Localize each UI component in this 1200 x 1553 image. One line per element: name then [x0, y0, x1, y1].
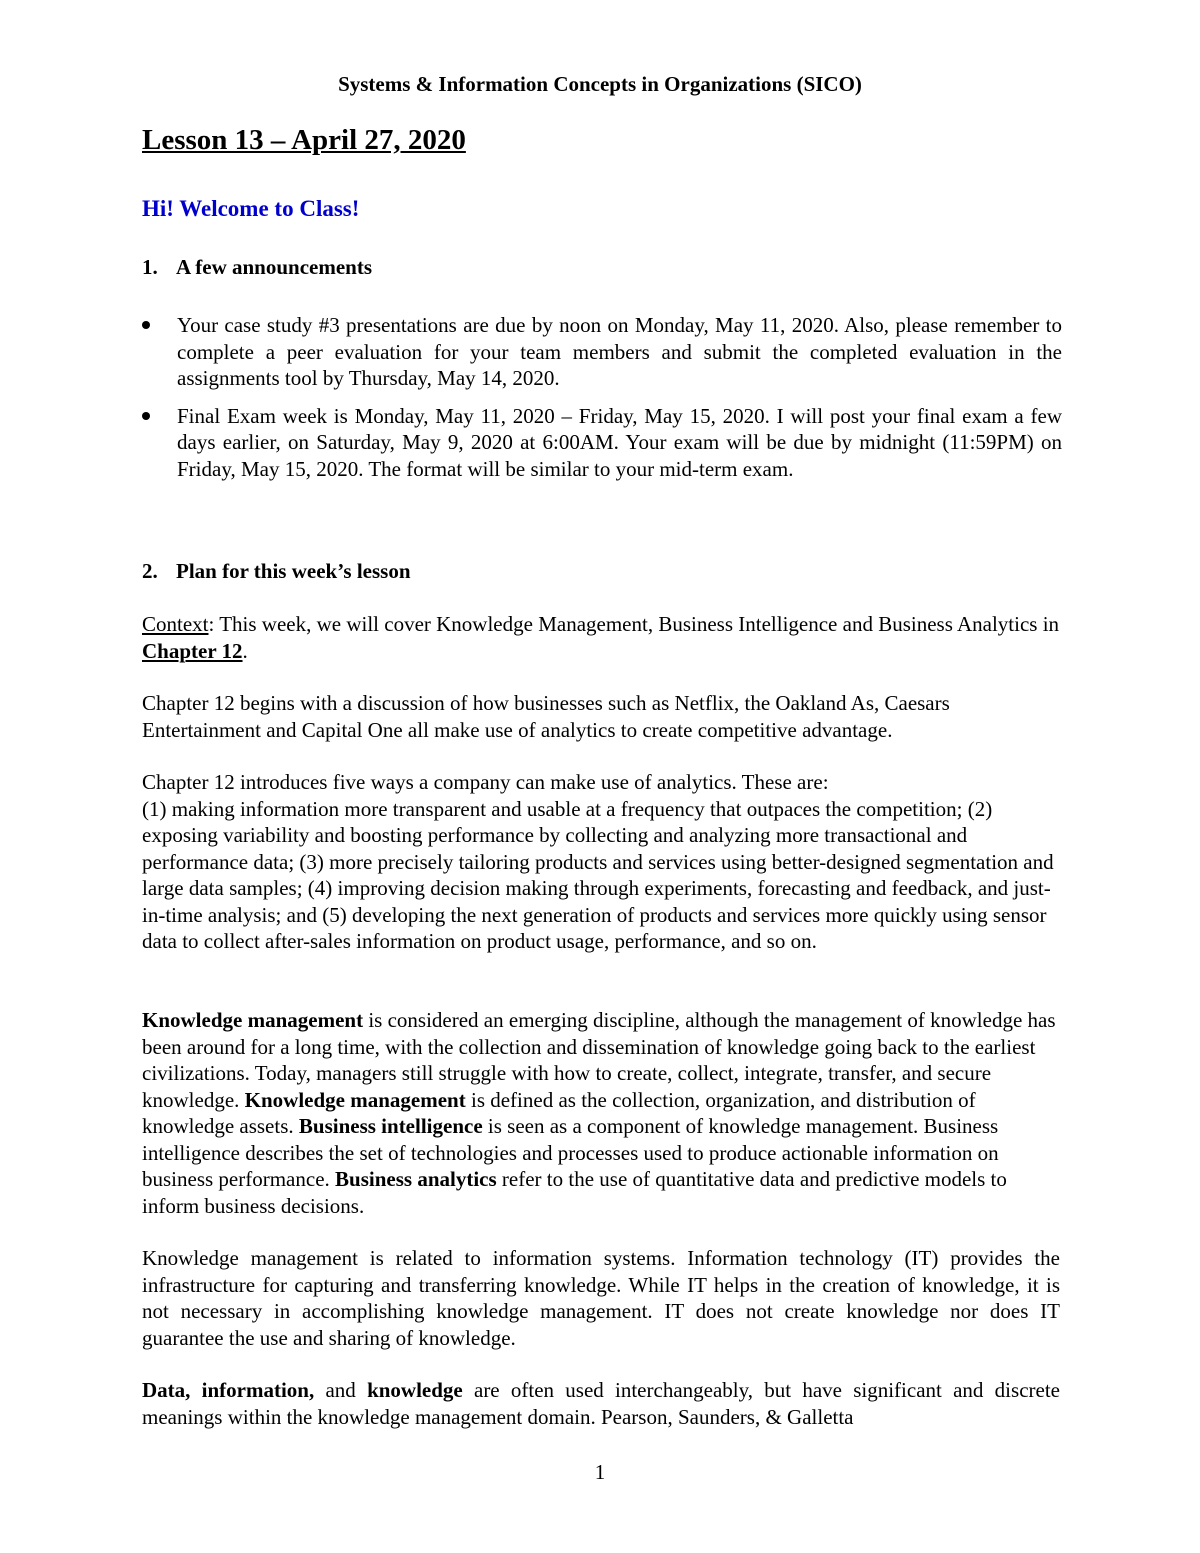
- km-text: refer to the use of quantitative data and predictive models to inform business decisions.: [142, 1167, 1007, 1218]
- km-term-business-analytics: Business analytics: [335, 1167, 497, 1191]
- bullet-icon: [142, 321, 150, 329]
- five-ways-body: (1) making information more transparent and usable at a frequency that outpaces the competition; (2) exposing variability and boosting performance by collecting and analyzing more transactional and performance data; (3) more precisely tailoring products and services using better-designed segmentation and large data samples; (4) improving decision making through experiments, forecasting and feedback, and just-in-time analysis; and (5) developing the next generation of products and services more quickly using sensor data to collect after-sales information on product usage, performance, and so on.: [142, 796, 1054, 953]
- km-term-business-intelligence: Business intelligence: [298, 1114, 483, 1138]
- list-item: [142, 312, 1062, 392]
- data-information-knowledge-paragraph: [142, 1377, 1060, 1430]
- section-2-number: 2.: [142, 559, 158, 583]
- context-text: This week, we will cover Knowledge Management, Business Intelligence and Business Analytics in: [214, 612, 1060, 636]
- announcements-list: [142, 312, 1062, 482]
- list-item: [142, 403, 1062, 483]
- km-text: is seen as a component of knowledge management. Business intelligence describes the set of technologies and processes used to produce actionable information on business performance.: [142, 1114, 999, 1191]
- context-end: .: [242, 638, 248, 663]
- five-ways-paragraph: [142, 769, 1060, 955]
- dik-text: are often used interchangeably, but have significant and discrete meanings within the knowledge management domain. Pearson, Saunders, & Galletta: [142, 1378, 1060, 1429]
- welcome-heading: Hi! Welcome to Class!: [142, 196, 360, 221]
- km-term-knowledge-management-2: Knowledge management: [244, 1087, 466, 1112]
- knowledge-management-paragraph: [142, 1007, 1060, 1219]
- announcement-text: Final Exam week is Monday, May 11, 2020 – Friday, May 15, 2020. I will post your final exam a few days earlier, on Saturday, May 9, 2020 at 6:00AM. Your exam will be due by midnight (11:59PM) on Friday, May 15, 2020. The format will be similar to your mid-term exam.: [177, 403, 1062, 481]
- section-1-title: A few announcements: [176, 255, 373, 279]
- five-ways-intro: Chapter 12 introduces five ways a company can make use of analytics. These are:: [142, 770, 829, 794]
- km-text: is defined as the collection, organization, and distribution of knowledge assets.: [142, 1087, 976, 1138]
- chapter-12-reference: Chapter 12: [142, 638, 243, 663]
- dik-text: and: [314, 1378, 368, 1402]
- section-2-heading: [142, 559, 411, 584]
- lesson-title: Lesson 13 – April 27, 2020: [142, 124, 466, 156]
- it-paragraph: Knowledge management is related to information systems. Information technology (IT) provides the infrastructure for capturing and transferring knowledge. While IT helps in the creation of knowledge, it is not necessary in accomplishing knowledge management. IT does not create knowledge nor does IT guarantee the use and sharing of knowledge.: [142, 1246, 1060, 1350]
- dik-term-knowledge: knowledge: [367, 1378, 463, 1402]
- running-header: Systems & Information Concepts in Organizations (SICO): [338, 72, 862, 96]
- section-2-title: Plan for this week’s lesson: [176, 559, 411, 583]
- context-label: Context: [142, 612, 209, 636]
- km-term-knowledge-management: Knowledge management: [142, 1008, 364, 1032]
- bullet-icon: [142, 412, 150, 420]
- dik-term-data-information: Data, information,: [142, 1378, 315, 1402]
- section-1-heading: [142, 255, 372, 280]
- announcement-text: Your case study #3 presentations are due by noon on Monday, May 11, 2020. Also, please remember to complete a peer evaluation for your team members and submit the completed evaluation in the assignments tool by Thursday, May 14, 2020.: [177, 313, 1062, 390]
- km-text: is considered an emerging discipline, although the management of knowledge has been around for a long time, with the collection and dissemination of knowledge going back to the earliest civilizations. Today, managers still struggle with how to create, collect, integrate, transfer, and secure knowledge.: [142, 1008, 1056, 1112]
- context-colon: :: [208, 612, 215, 636]
- section-1-number: 1.: [142, 255, 158, 279]
- netflix-paragraph: Chapter 12 begins with a discussion of how businesses such as Netflix, the Oakland As, Caesars Entertainment and Capital One all make use of analytics to create competitive advantage.: [142, 691, 950, 742]
- context-paragraph: [142, 611, 1060, 664]
- page-number: 1: [594, 1460, 606, 1484]
